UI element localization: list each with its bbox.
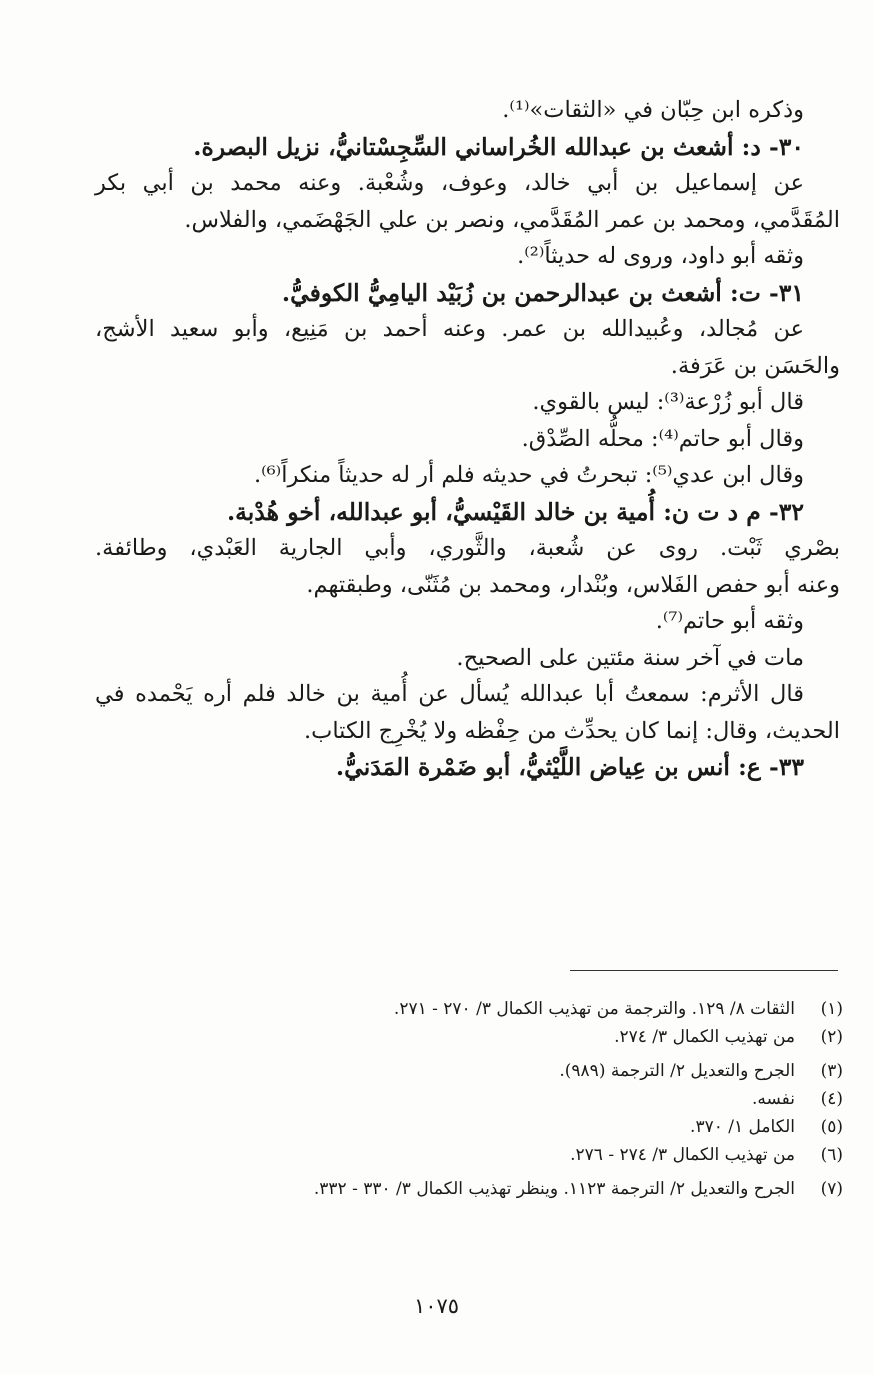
footnote-text: نفسه.: [751, 1089, 795, 1109]
entry-heading-32: ٣٢- م د ت ن: أُمية بن خالد القَيْسيُّ، أبو عبدالله، أخو هُدْبة.: [226, 497, 804, 526]
entry-heading-31: ٣١- ت: أشعث بن عبدالرحمن بن زُبَيْد اليامِيُّ الكوفيُّ.: [281, 278, 804, 307]
footnote-text: من تهذيب الكمال ٣/ ٢٧٤.: [614, 1027, 795, 1047]
footnote: [95, 1141, 843, 1169]
text-line: بصْري ثَبْت. روى عن شُعبة، والثَّوري، وأبي الجارية العَبْدي، وطائفة.: [95, 535, 840, 561]
footnote: [95, 995, 843, 1023]
text-line: عن مُجالد، وعُبيدالله بن عمر. وعنه أحمد بن مَنِيع، وأبو سعيد الأشج،: [95, 316, 804, 342]
text-line: وقال ابن عدي⁽⁵⁾: تبحرتُ في حديثه فلم أر له حديثاً منكراً⁽⁶⁾.: [253, 462, 804, 488]
footnote-number: (٦): [820, 1145, 843, 1165]
footnote-text: من تهذيب الكمال ٣/ ٢٧٤ - ٢٧٦.: [570, 1145, 795, 1165]
footnote-number: (٥): [820, 1117, 843, 1137]
text-line: الحديث، وقال: إنما كان يحدِّث من حِفْظه ولا يُخْرِج الكتاب.: [303, 717, 840, 744]
text-line: قال الأثرم: سمعتُ أبا عبدالله يُسأل عن أُمية بن خالد فلم أره يَحْمده في: [95, 681, 804, 707]
footnote-number: (٢): [820, 1027, 843, 1047]
entry-heading-30: ٣٠- د: أشعث بن عبدالله الخُراساني السِّجِسْتانيُّ، نزيل البصرة.: [193, 132, 804, 161]
text-line: وثقه أبو داود، وروى له حديثاً⁽²⁾.: [517, 243, 804, 269]
text-line: مات في آخر سنة مئتين على الصحيح.: [456, 644, 804, 671]
entry-heading-33: ٣٣- ع: أنس بن عِياض اللَّيْثيُّ، أبو ضَمْرة المَدَنيُّ.: [335, 753, 804, 781]
text-line: قال أبو زُرْعة⁽³⁾: ليس بالقوي.: [532, 389, 804, 415]
footnote-number: (٧): [820, 1179, 843, 1199]
footnote: [95, 1023, 843, 1051]
footnote: [95, 1175, 843, 1203]
footnote-text: الجرح والتعديل ٢/ الترجمة (٩٨٩).: [559, 1061, 795, 1081]
text-line: والحَسَن بن عَرَفة.: [670, 352, 840, 379]
text-line: عن إسماعيل بن أبي خالد، وعوف، وشُعْبة. وعنه محمد بن أبي بكر: [95, 170, 804, 196]
footnote-text: الجرح والتعديل ٢/ الترجمة ١١٢٣. وينظر تهذيب الكمال ٣/ ٣٣٠ - ٣٣٢.: [313, 1179, 795, 1199]
footnote: [95, 1057, 843, 1085]
footnote-number: (١): [820, 999, 843, 1019]
text-line: وعنه أبو حفص الفَلاس، وبُنْدار، ومحمد بن مُثَنّى، وطبقتهم.: [306, 571, 840, 598]
footnote: [95, 1113, 843, 1141]
text-line: وثقه أبو حاتم⁽⁷⁾.: [655, 608, 804, 634]
main-text: [95, 92, 840, 786]
text-line: وقال أبو حاتم⁽⁴⁾: محلُّه الصِّدْق.: [521, 425, 804, 452]
page-number: ١٠٧٥: [413, 1294, 460, 1318]
footnote-text: الكامل ١/ ٣٧٠.: [690, 1117, 795, 1137]
footnote: [95, 1085, 843, 1113]
footnote-number: (٣): [820, 1061, 843, 1081]
footnote-text: الثقات ٨/ ١٢٩. والترجمة من تهذيب الكمال ٣/ ٢٧٠ - ٢٧١.: [393, 999, 795, 1019]
footnotes: [95, 995, 843, 1203]
text-line: وذكره ابن حِبّان في «الثقات»⁽¹⁾.: [502, 97, 804, 123]
footnote-separator: [570, 970, 838, 971]
text-line: المُقَدَّمي، ومحمد بن عمر المُقَدَّمي، ونصر بن علي الجَهْضَمي، والفلاس.: [184, 206, 840, 233]
footnote-number: (٤): [820, 1089, 843, 1109]
